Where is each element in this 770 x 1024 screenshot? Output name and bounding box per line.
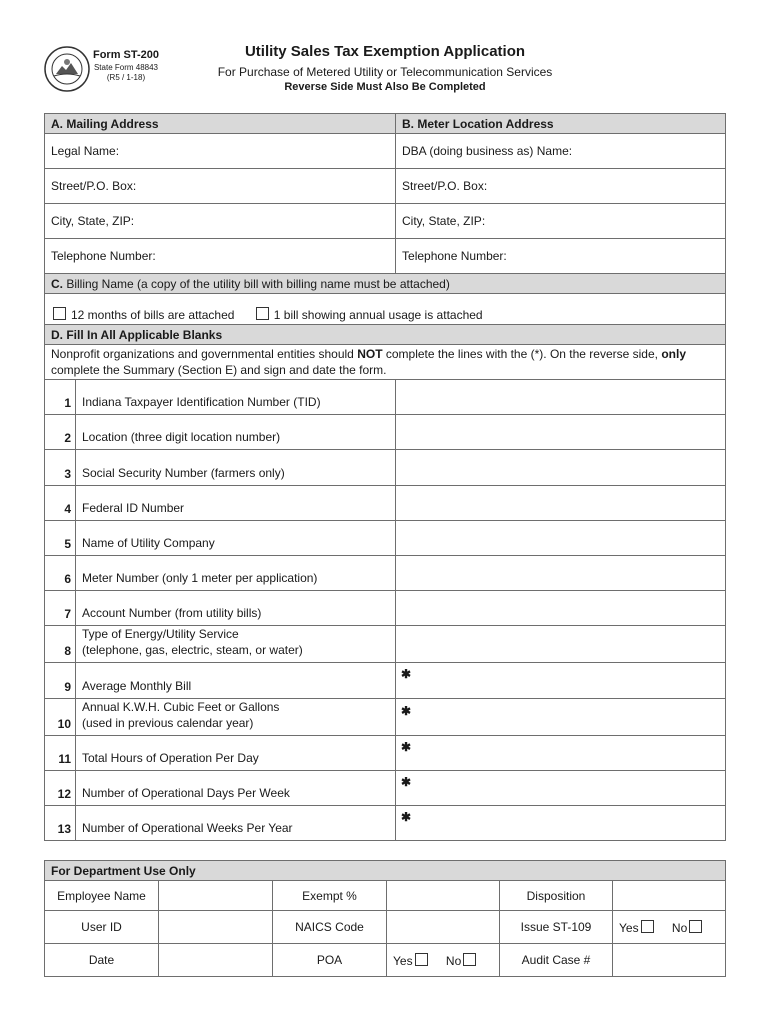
twelve-months-checkbox[interactable]: [53, 307, 66, 320]
user-id-field[interactable]: [159, 911, 273, 944]
disposition-field[interactable]: [613, 881, 726, 911]
line-description: [76, 591, 396, 626]
poa-options: [387, 944, 500, 977]
line-description: [76, 735, 396, 770]
line-description-first: Annual K.W.H. Cubic Feet or Gallons: [82, 699, 280, 714]
line-description: [76, 380, 396, 415]
line-number: 13: [45, 805, 76, 840]
instructions-not: NOT: [357, 347, 383, 361]
instructions-text-1: Nonprofit organizations and governmental entities should: [51, 347, 358, 361]
audit-case-field[interactable]: [613, 944, 726, 977]
form-revision: (R5 / 1-18): [106, 73, 146, 82]
poa-yes-label: Yes: [393, 953, 413, 968]
meter-city-field[interactable]: City, State, ZIP:: [396, 204, 726, 239]
line-number: 4: [45, 485, 76, 520]
application-table: [44, 113, 726, 841]
line-description: [76, 450, 396, 485]
asterisk-marker: ✱: [401, 703, 412, 718]
section-d-lines: [45, 380, 726, 841]
asterisk-marker: ✱: [401, 809, 412, 824]
line-description: [76, 805, 396, 840]
line-number: 2: [45, 415, 76, 450]
line-value-field[interactable]: [396, 663, 726, 698]
line-description-text: Name of Utility Company: [82, 535, 215, 550]
line-row: [45, 663, 726, 698]
poa-no-label: No: [445, 953, 462, 968]
naics-code-field[interactable]: [387, 911, 500, 944]
line-number: 10: [45, 698, 76, 735]
form-id-block: [92, 49, 160, 83]
section-c-label: C.: [51, 276, 63, 291]
poa-yes-checkbox[interactable]: [415, 953, 428, 966]
poa-label: POA: [273, 944, 387, 977]
issue-st109-label: Issue ST-109: [500, 911, 613, 944]
line-value-field[interactable]: [396, 698, 726, 735]
instructions-text-3: complete the Summary (Section E) and sign and date the form.: [51, 363, 387, 377]
line-value-field[interactable]: [396, 805, 726, 840]
legal-name-field[interactable]: Legal Name:: [45, 134, 396, 169]
issue-st109-no-checkbox[interactable]: [689, 920, 702, 933]
line-description-text: Number of Operational Weeks Per Year: [82, 821, 293, 836]
line-description: [76, 415, 396, 450]
section-d-heading: D. Fill In All Applicable Blanks: [45, 325, 726, 345]
line-number: 9: [45, 663, 76, 698]
line-value-field[interactable]: [396, 626, 726, 663]
line-number: 3: [45, 450, 76, 485]
line-description-text: Location (three digit location number): [82, 430, 281, 445]
meter-phone-field[interactable]: Telephone Number:: [396, 239, 726, 274]
audit-case-label: Audit Case #: [500, 944, 613, 977]
asterisk-marker: ✱: [401, 774, 412, 789]
instructions-only: only: [661, 347, 686, 361]
exempt-percent-label: Exempt %: [273, 881, 387, 911]
line-value-field[interactable]: [396, 485, 726, 520]
issue-st109-no-label: No: [671, 920, 688, 935]
line-row: [45, 698, 726, 735]
one-bill-checkbox[interactable]: [256, 307, 269, 320]
twelve-months-label: 12 months of bills are attached: [71, 308, 235, 322]
line-number: 11: [45, 735, 76, 770]
line-row: [45, 450, 726, 485]
line-description: [76, 770, 396, 805]
naics-code-label: NAICS Code: [273, 911, 387, 944]
line-description-text: Average Monthly Bill: [82, 678, 192, 693]
instructions-text-2: complete the lines with the (*). On the reverse side,: [382, 347, 662, 361]
user-id-label: User ID: [45, 911, 159, 944]
state-seal-icon: [44, 46, 90, 92]
line-number: 6: [45, 555, 76, 590]
line-row: [45, 770, 726, 805]
line-description-text: Social Security Number (farmers only): [82, 465, 285, 480]
line-row: [45, 380, 726, 415]
line-value-field[interactable]: [396, 415, 726, 450]
section-b-heading: B. Meter Location Address: [396, 114, 726, 134]
line-description-first: Type of Energy/Utility Service: [82, 627, 239, 642]
section-c-text: Billing Name (a copy of the utility bill with billing name must be attached): [63, 276, 450, 291]
mailing-phone-field[interactable]: Telephone Number:: [45, 239, 396, 274]
line-description-text: Number of Operational Days Per Week: [82, 785, 290, 800]
line-number: 5: [45, 520, 76, 555]
line-description: [76, 626, 396, 663]
employee-name-field[interactable]: [159, 881, 273, 911]
line-number: 12: [45, 770, 76, 805]
section-d-instructions: [45, 345, 726, 380]
line-row: [45, 591, 726, 626]
meter-street-field[interactable]: Street/P.O. Box:: [396, 169, 726, 204]
issue-st109-yes-label: Yes: [619, 920, 639, 935]
line-row: [45, 415, 726, 450]
line-description: [76, 485, 396, 520]
line-row: [45, 735, 726, 770]
exempt-percent-field[interactable]: [387, 881, 500, 911]
date-label: Date: [45, 944, 159, 977]
line-value-field[interactable]: [396, 520, 726, 555]
issue-st109-yes-checkbox[interactable]: [641, 920, 654, 933]
line-description-text: Account Number (from utility bills): [82, 606, 262, 621]
line-description: [76, 663, 396, 698]
line-description-text: Total Hours of Operation Per Day: [82, 750, 259, 765]
line-value-field[interactable]: [396, 770, 726, 805]
line-description-text: Meter Number (only 1 meter per application): [82, 571, 318, 586]
section-c-heading: [45, 274, 726, 294]
line-row: [45, 485, 726, 520]
line-description-text: Indiana Taxpayer Identification Number (TID): [82, 395, 321, 410]
department-use-heading: For Department Use Only: [45, 861, 726, 881]
line-row: [45, 626, 726, 663]
line-description: [76, 555, 396, 590]
state-form-number: State Form 48843: [93, 63, 159, 72]
asterisk-marker: ✱: [401, 739, 412, 754]
form-subtitle: For Purchase of Metered Utility or Telecommunication Services: [217, 65, 553, 79]
form-title: Utility Sales Tax Exemption Application: [244, 43, 526, 60]
line-value-field[interactable]: [396, 555, 726, 590]
section-a-heading: A. Mailing Address: [45, 114, 396, 134]
issue-st109-options: [613, 911, 726, 944]
mailing-street-field[interactable]: Street/P.O. Box:: [45, 169, 396, 204]
line-description: [76, 520, 396, 555]
employee-name-label: Employee Name: [45, 881, 159, 911]
asterisk-marker: ✱: [401, 667, 412, 682]
line-number: 7: [45, 591, 76, 626]
title-block: [180, 43, 590, 93]
line-number: 1: [45, 380, 76, 415]
line-value-field[interactable]: [396, 591, 726, 626]
line-description: [76, 698, 396, 735]
mailing-city-field[interactable]: City, State, ZIP:: [45, 204, 396, 239]
line-description-text: (telephone, gas, electric, steam, or water): [82, 643, 303, 658]
line-value-field[interactable]: [396, 735, 726, 770]
department-use-table: [44, 860, 726, 977]
line-row: [45, 520, 726, 555]
line-value-field[interactable]: [396, 450, 726, 485]
dba-name-field[interactable]: DBA (doing business as) Name:: [396, 134, 726, 169]
line-row: [45, 805, 726, 840]
form-number: Form ST-200: [92, 49, 160, 61]
poa-no-checkbox[interactable]: [463, 953, 476, 966]
one-bill-label: 1 bill showing annual usage is attached: [273, 308, 483, 322]
billing-options: [45, 294, 726, 325]
line-row: [45, 555, 726, 590]
date-field[interactable]: [159, 944, 273, 977]
disposition-label: Disposition: [500, 881, 613, 911]
reverse-side-note: Reverse Side Must Also Be Completed: [284, 81, 486, 93]
line-number: 8: [45, 626, 76, 663]
line-description-text: (used in previous calendar year): [82, 715, 254, 730]
line-description-text: Federal ID Number: [82, 500, 185, 515]
line-value-field[interactable]: [396, 380, 726, 415]
